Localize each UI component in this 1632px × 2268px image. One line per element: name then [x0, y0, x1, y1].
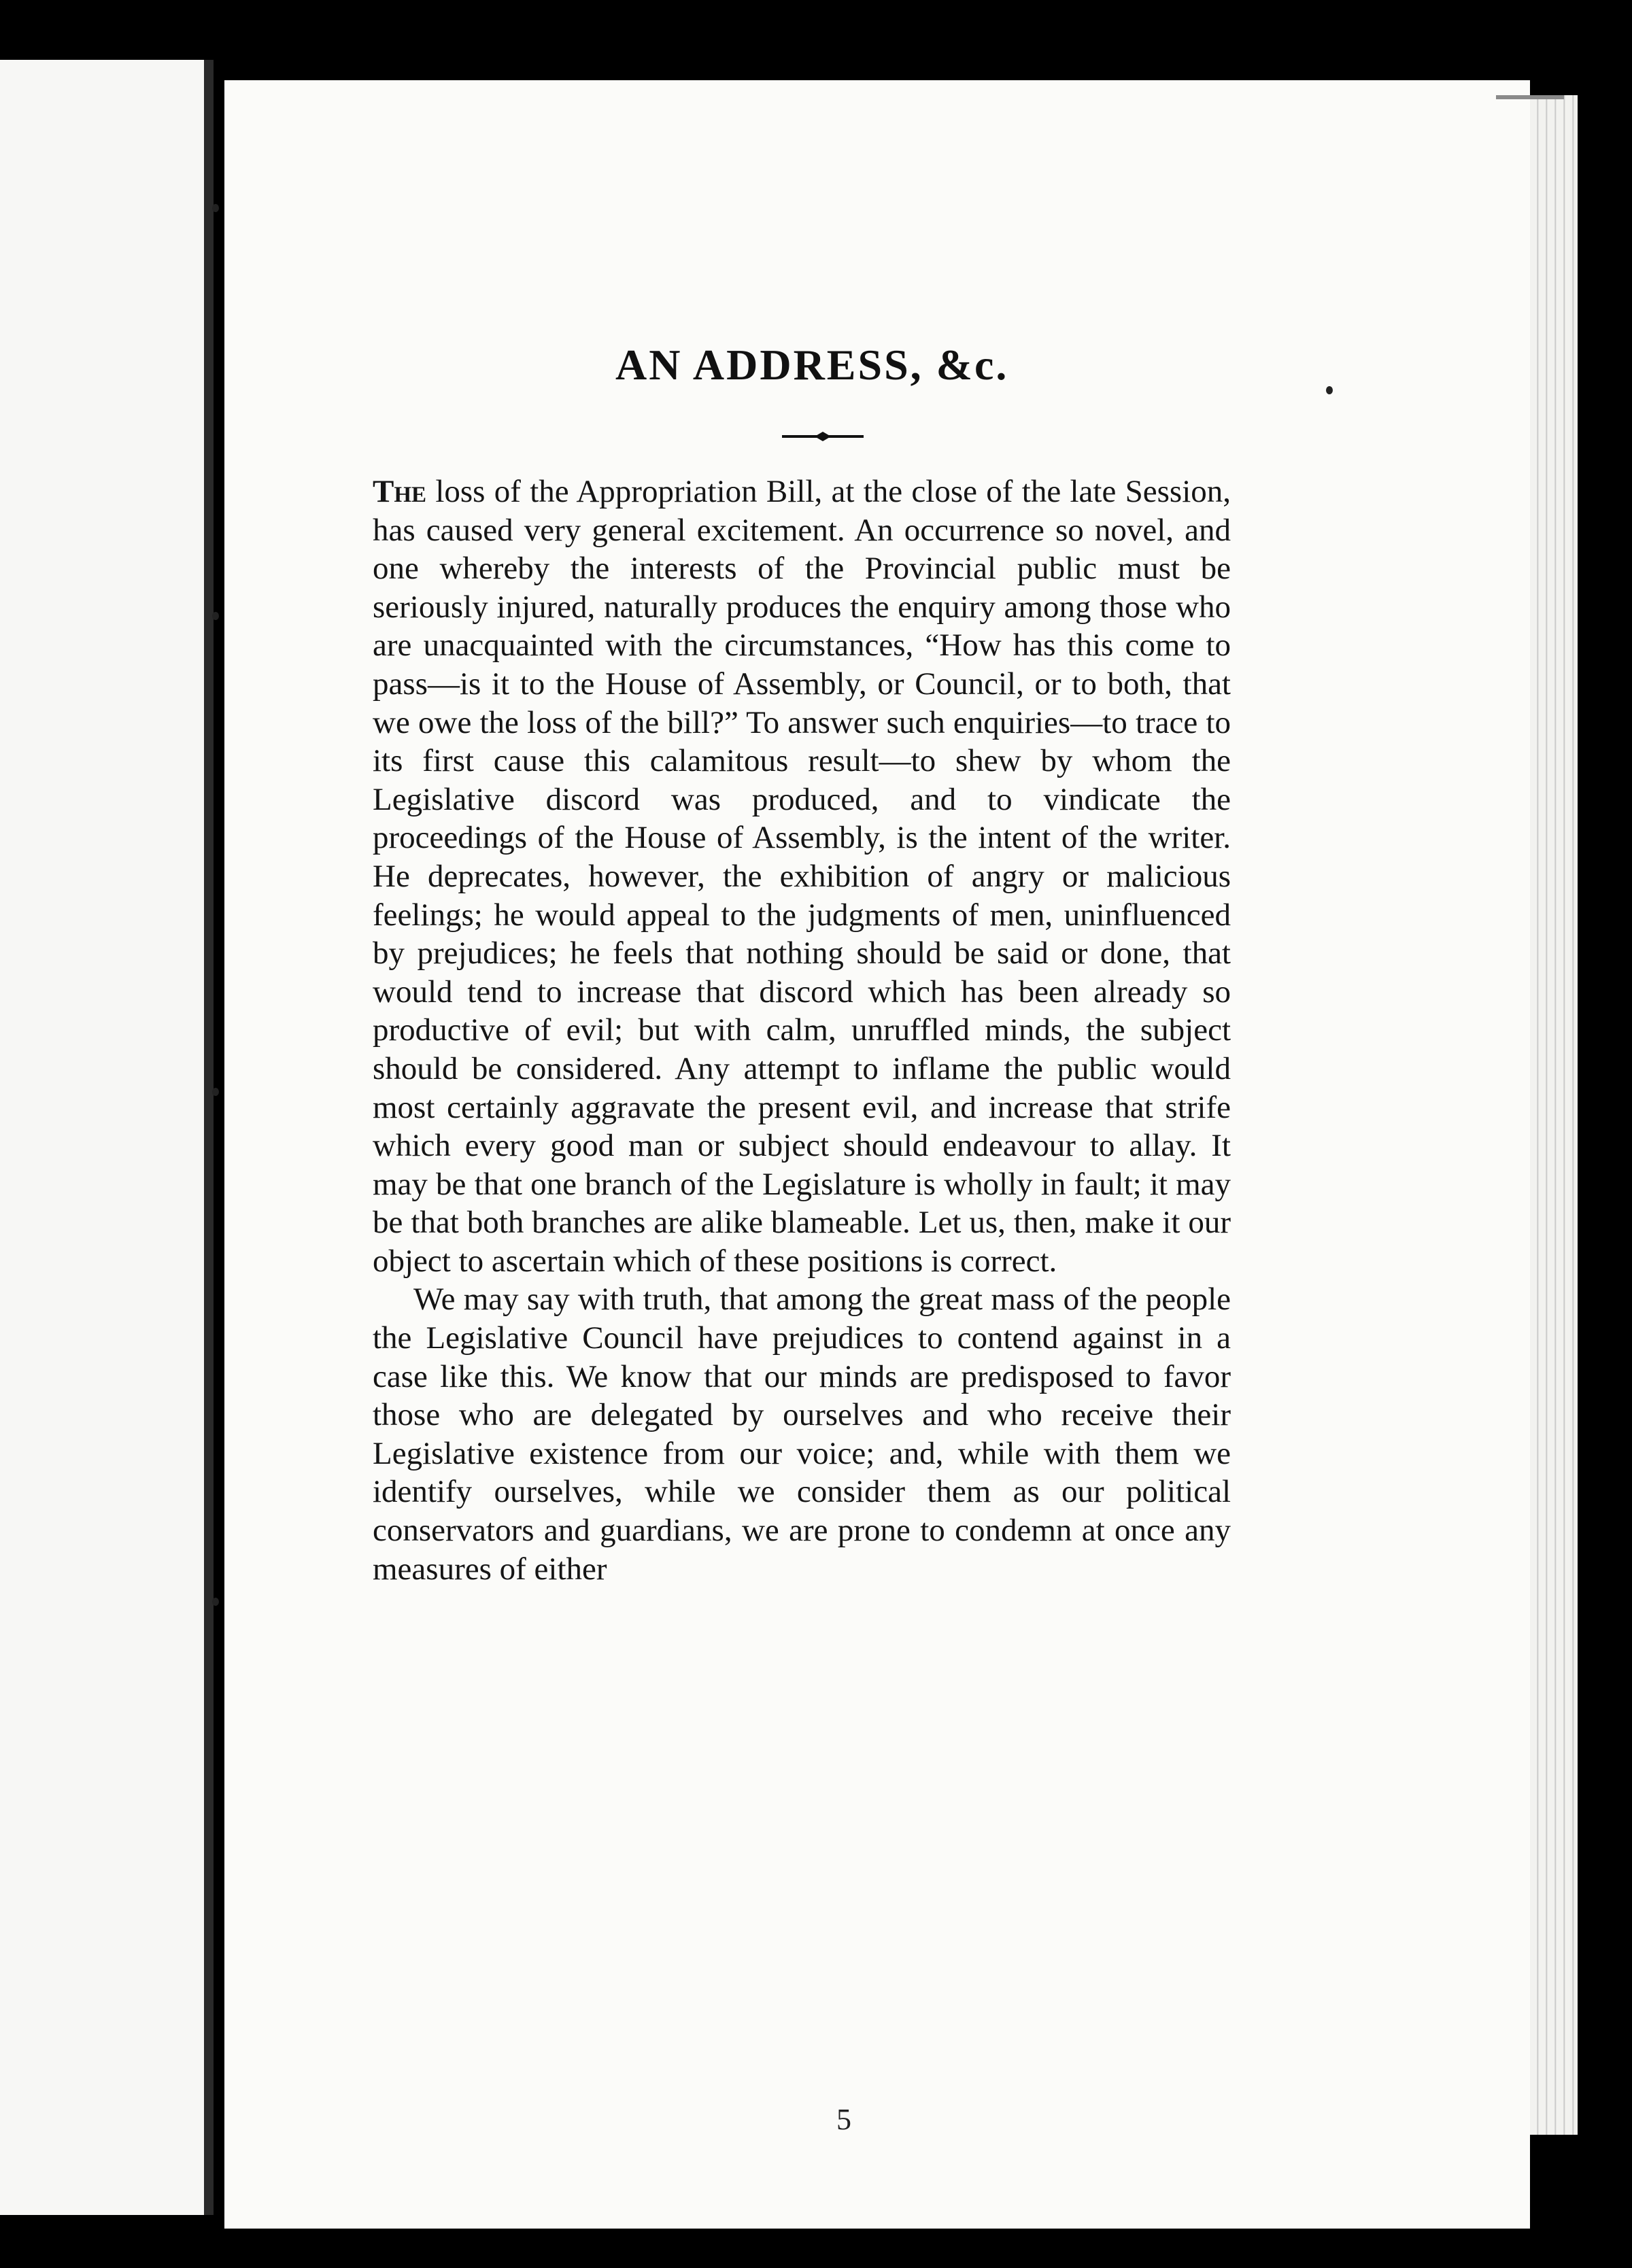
- binding-gutter: [212, 204, 218, 1836]
- paragraph-1-body: loss of the Appropriation Bill, at the close of the late Session, has caused very general excitement. An occurrence so novel, and one whereby the interests of the Provincial public must be seriously injured, naturally produces the enquiry among those who are unacquainted with the circumstances, “How has this come to pass—is it to the House of Assembly, or Council, or to both, that we owe the loss of the bill?” To answer such enquiries—to trace to its first cause this calamitous result—to shew by whom the Legislative discord was produced, and to vindicate the proceedings of the House of Assembly, is the intent of the writer. He deprecates, however, the exhibition of angry or malicious feelings; he would appeal to the judgments of men, uninfluenced by prejudices; he feels that nothing should be said or done, that would tend to increase that discord which has been already so productive of evil; but with calm, unruffled minds, the subject should be considered. Any attempt to inflame the public would most certainly aggravate the present evil, and increase that strife which every good man or subject should endeavour to allay. It may be that one branch of the Legislature is wholly in fault; it may be that both branches are alike blameable. Let us, then, make it our object to ascertain which of these positions is correct.: [373, 474, 1231, 1279]
- paragraph-lead: The: [373, 474, 427, 509]
- body-text: [373, 472, 1231, 1588]
- facing-page: [0, 60, 214, 2215]
- paragraph-2: We may say with truth, that among the great mass of the people the Legislative Council have prejudices to contend against in a case like this. We know that our minds are predisposed to favor those who are delegated by ourselves and who receive their Legislative existence from our voice; and, while with them we identify ourselves, while we consider them as our political conservators and guardians, we are prone to condemn at once any measures of either: [373, 1282, 1231, 1587]
- page-edges: [1530, 95, 1578, 2135]
- paragraph-1: [373, 472, 1231, 1280]
- top-edge-mark: [1496, 95, 1564, 99]
- page-title: AN ADDRESS, &c.: [615, 341, 1009, 389]
- page-number: 5: [836, 2103, 851, 2136]
- ink-speck: [1326, 386, 1333, 394]
- ornamental-rule-icon: [782, 430, 864, 443]
